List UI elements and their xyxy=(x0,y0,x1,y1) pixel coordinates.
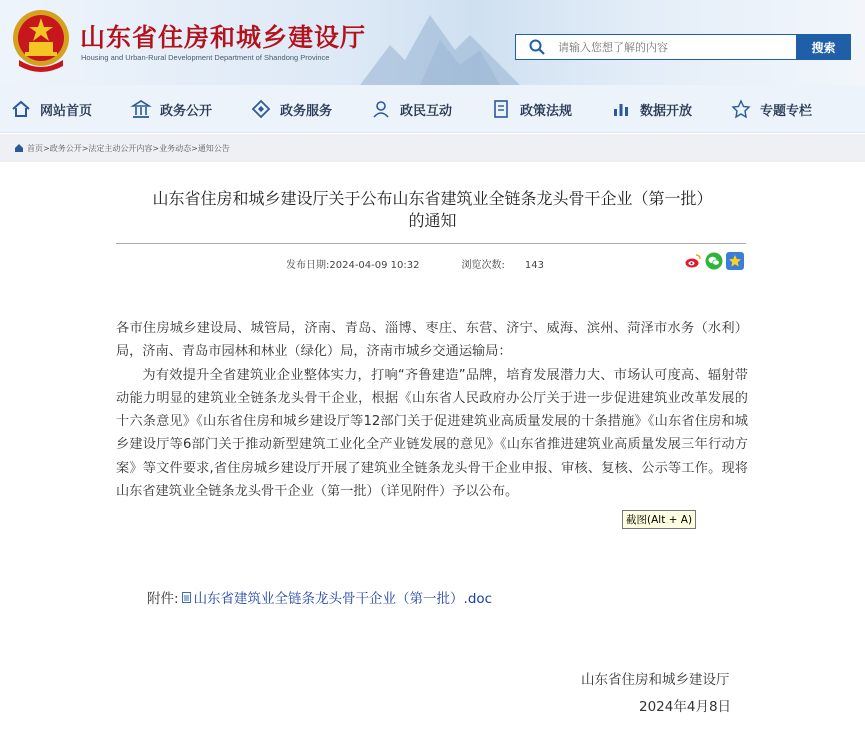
nav-label: 网站首页 xyxy=(40,103,93,119)
breadcrumb-separator: > xyxy=(191,143,198,153)
nav-label: 政民互动 xyxy=(400,103,453,119)
nav-label: 数据开放 xyxy=(640,103,693,119)
weibo-icon xyxy=(684,252,702,270)
nav-label: 专题专栏 xyxy=(760,103,813,119)
breadcrumb-item-gov-affairs[interactable]: 政务公开 xyxy=(49,143,82,153)
article-title xyxy=(110,188,755,232)
breadcrumb-item-public-content[interactable]: 法定主动公开内容 xyxy=(88,143,153,153)
document-icon xyxy=(182,592,191,603)
star-icon xyxy=(728,254,742,268)
favorite-share-button[interactable] xyxy=(726,252,744,270)
publish-date: 2024-04-09 10:32 xyxy=(329,260,420,271)
breadcrumb-separator: > xyxy=(81,143,89,153)
breadcrumb-item-notice[interactable]: 通知公告 xyxy=(197,143,230,153)
home-icon xyxy=(14,143,24,153)
nav-item-gov-service[interactable] xyxy=(250,85,332,133)
signature-date: 2024年4月8日 xyxy=(639,699,732,715)
search-icon xyxy=(516,35,558,59)
site-subtitle: Housing and Urban-Rural Development Department of Shandong Province xyxy=(81,53,330,62)
breadcrumb-separator: > xyxy=(43,143,50,153)
wechat-icon xyxy=(705,252,723,270)
search-box xyxy=(515,34,797,60)
nav-label: 政务公开 xyxy=(160,103,213,119)
nav-label: 政务服务 xyxy=(280,103,333,119)
chart-icon xyxy=(610,98,632,120)
nav-item-policy[interactable] xyxy=(490,85,572,133)
breadcrumb xyxy=(0,134,865,162)
main-paragraph: 为有效提升全省建筑业企业整体实力，打响“齐鲁建造”品牌，培育发展潜力大、市场认可度高、辐射带动能力明显的建筑业全链条龙头骨干企业，根据《山东省人民政府办公厅关于进一步促进建筑业改革发展的十六条意见》《山东省住房和城乡建设厅等12部门关于促进建筑业高质量发展的十条措施》《山东省住房和城乡建设厅等6部门关于推动新型建筑工业化全产业链发展的意见》《山东省推进建筑业高质量发展三年行动方案》等文件要求,省住房城乡建设厅开展了建筑业全链条龙头骨干企业申报、审核、复核、公示等工作。现将山东省建筑业全链条龙头骨干企业（第一批）（详见附件）予以公布。 xyxy=(116,367,748,500)
screenshot-tooltip: 截图(Alt + A) xyxy=(622,510,696,529)
breadcrumb-item-home[interactable]: 首页 xyxy=(27,143,43,153)
publish-label: 发布日期: xyxy=(286,260,330,271)
mountain-decoration xyxy=(360,5,520,85)
national-emblem-icon xyxy=(11,8,71,74)
title-divider xyxy=(116,243,746,244)
nav-item-interaction[interactable] xyxy=(370,85,452,133)
wechat-share-button[interactable] xyxy=(705,252,723,270)
building-icon xyxy=(130,98,152,120)
nav-item-gov-affairs[interactable] xyxy=(130,85,212,133)
nav-item-home[interactable] xyxy=(10,85,92,133)
nav-item-topics[interactable] xyxy=(730,85,812,133)
signature-org: 山东省住房和城乡建设厅 xyxy=(581,672,730,688)
site-title[interactable]: 山东省住房和城乡建设厅 xyxy=(80,23,367,52)
weibo-share-button[interactable] xyxy=(684,252,702,270)
article-title-line2: 的通知 xyxy=(408,211,457,230)
attachment-label: 附件: xyxy=(147,591,179,607)
search-button[interactable]: 搜索 xyxy=(796,34,851,60)
attachment-link[interactable]: 山东省建筑业全链条龙头骨干企业（第一批）.doc xyxy=(193,591,493,607)
breadcrumb-item-news[interactable]: 业务动态 xyxy=(159,143,192,153)
article-body xyxy=(116,317,748,503)
views-count: 143 xyxy=(524,260,544,271)
chat-icon xyxy=(370,98,392,120)
recipients-paragraph: 各市住房城乡建设局、城管局，济南、青岛、淄博、枣庄、东营、济宁、威海、滨州、菏泽市水务（水利）局，济南、青岛市园林和林业（绿化）局，济南市城乡交通运输局： xyxy=(116,321,748,360)
views-label: 浏览次数: xyxy=(461,260,505,271)
service-icon xyxy=(250,98,272,120)
main-nav xyxy=(0,85,865,133)
breadcrumb-separator: > xyxy=(152,143,160,153)
topic-icon xyxy=(730,98,752,120)
nav-item-data[interactable] xyxy=(610,85,692,133)
law-icon xyxy=(490,98,512,120)
article-meta xyxy=(286,256,544,271)
home-icon xyxy=(10,98,32,120)
header-banner xyxy=(0,0,865,85)
share-bar xyxy=(684,252,744,270)
search-input[interactable] xyxy=(558,41,788,54)
nav-label: 政策法规 xyxy=(520,103,573,119)
attachment-row xyxy=(147,587,492,607)
article-title-line1: 山东省住房和城乡建设厅关于公布山东省建筑业全链条龙头骨干企业（第一批） xyxy=(152,189,713,208)
